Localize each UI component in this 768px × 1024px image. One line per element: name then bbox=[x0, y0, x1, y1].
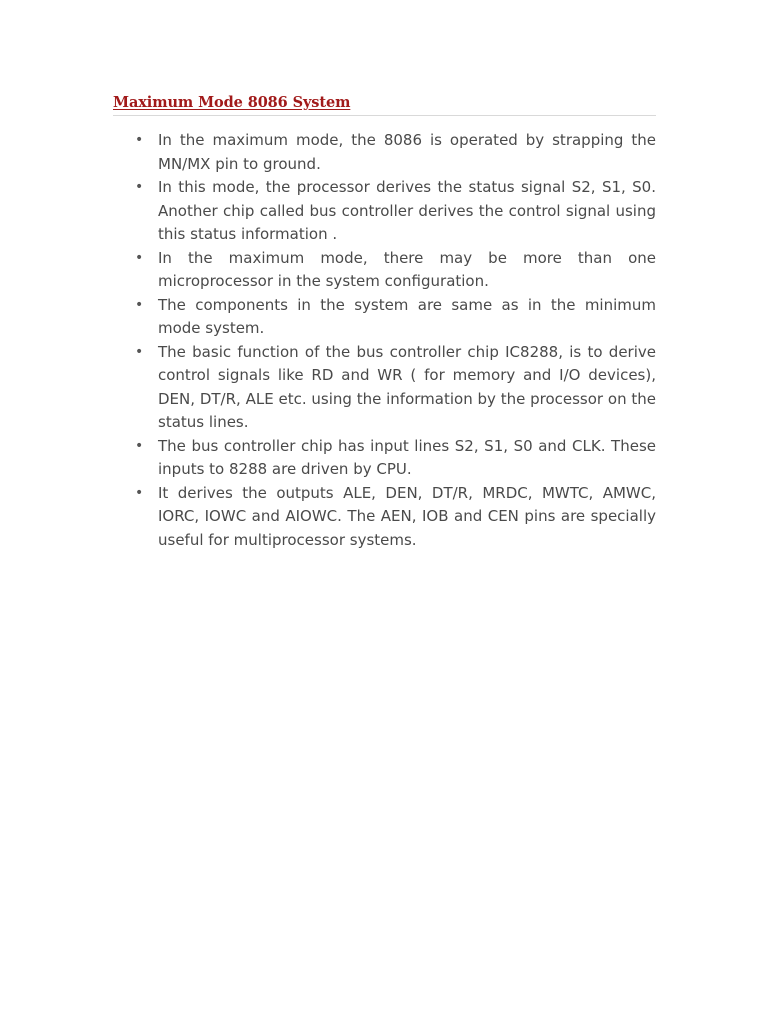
list-item bbox=[113, 129, 656, 176]
list-item-text: In the maximum mode, there may be more than one microprocessor in the system configuration. bbox=[158, 248, 656, 290]
document-page bbox=[113, 94, 656, 552]
list-item-text: In the maximum mode, the 8086 is operated by strapping the MN/MX pin to ground. bbox=[158, 131, 656, 173]
list-item bbox=[113, 294, 656, 341]
bullet-icon: • bbox=[135, 249, 144, 266]
bullet-icon: • bbox=[135, 437, 144, 454]
bullet-icon: • bbox=[135, 343, 144, 360]
list-item bbox=[113, 435, 656, 482]
list-item-text: In this mode, the processor derives the status signal S2, S1, S0. Another chip called bus controller derives the control signal using this status information . bbox=[158, 178, 656, 243]
bullet-icon: • bbox=[135, 132, 144, 148]
page-title: Maximum Mode 8086 System bbox=[113, 94, 656, 116]
list-item bbox=[113, 482, 656, 553]
bullet-icon: • bbox=[135, 296, 144, 313]
list-item bbox=[113, 176, 656, 247]
list-item bbox=[113, 341, 656, 435]
bullet-icon: • bbox=[135, 179, 144, 195]
list-item bbox=[113, 247, 656, 294]
list-item-text: The basic function of the bus controller chip IC8288, is to derive control signals like RD and WR ( for memory and I/O devices), DEN, DT/R, ALE etc. using the information by the processor on the status lines. bbox=[158, 342, 656, 431]
bullet-list bbox=[113, 129, 656, 552]
list-item-text: The bus controller chip has input lines S2, S1, S0 and CLK. These inputs to 8288 are driven by CPU. bbox=[158, 436, 656, 478]
list-item-text: It derives the outputs ALE, DEN, DT/R, MRDC, MWTC, AMWC, IORC, IOWC and AIOWC. The AEN, IOB and CEN pins are specially useful for multiprocessor systems. bbox=[158, 483, 656, 549]
bullet-icon: • bbox=[135, 484, 144, 501]
list-item-text: The components in the system are same as in the minimum mode system. bbox=[158, 295, 656, 337]
